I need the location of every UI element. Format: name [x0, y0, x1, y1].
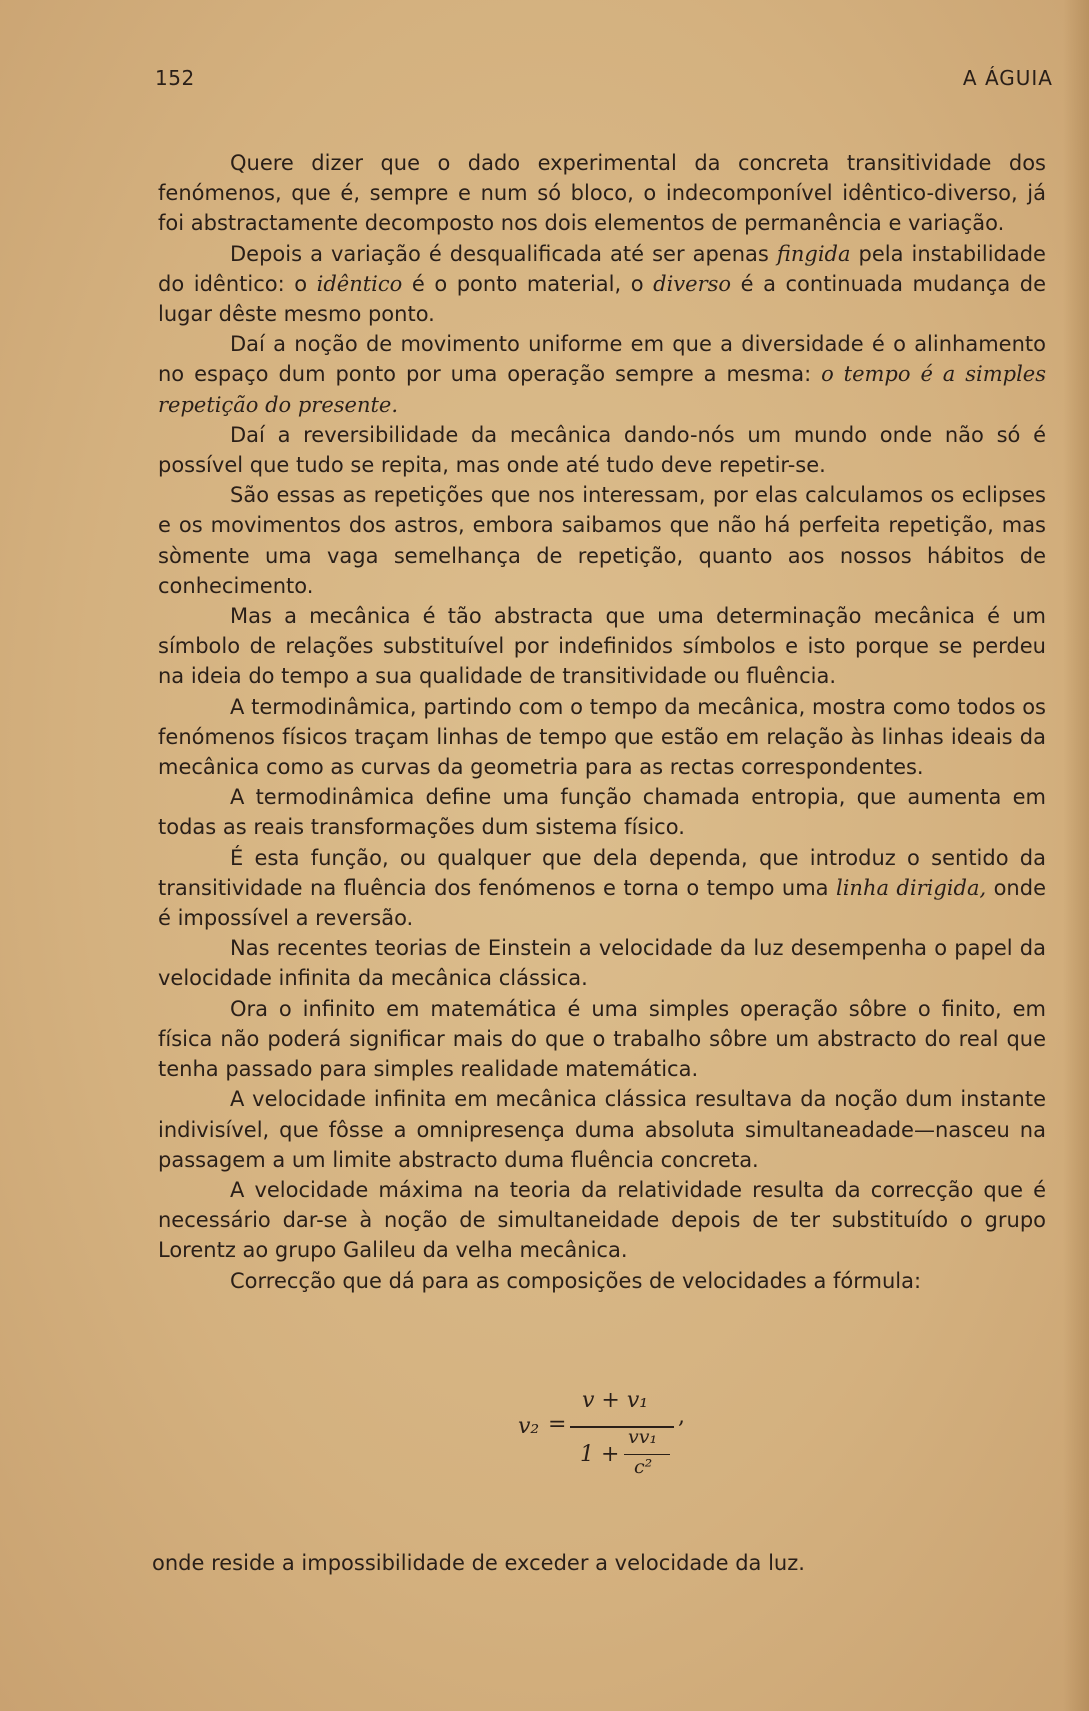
- formula-trailing-comma: ,: [678, 1404, 685, 1429]
- paragraph-9: É esta função, ou qualquer que dela dependa, que introduz o sentido da transitividade na fluência dos fenómenos e torna o tempo uma linha dirigida, onde é impossível a reversão.: [158, 845, 1046, 931]
- page-edge-shadow: [1063, 0, 1089, 1711]
- paragraph-1: Quere dizer que o dado experimental da concreta transitividade dos fenómenos, que é, sempre e num só bloco, o indecomponível idêntico-diverso, já foi abstractamente decomposto nos dois elementos de permanência e variação.: [158, 151, 1046, 236]
- formula-main-fraction-bar: [570, 1426, 674, 1428]
- formula-inner-fraction-bar: [624, 1454, 670, 1455]
- formula-numerator: v + v₁: [582, 1388, 649, 1413]
- paragraph-11: Ora o infinito em matemática é uma simples operação sôbre o finito, em física não poderá significar mais do que o trabalho sôbre um abstracto do real que tenha passado para simples realidade matemática.: [158, 996, 1046, 1082]
- paragraph-2: Depois a variação é desqualificada até ser apenas fingida pela instabilidade do idêntico: o idêntico é o ponto material, o diverso é a continuada mudança de lugar dêste mesmo ponto.: [158, 241, 1046, 327]
- paragraph-12: A velocidade infinita em mecânica clássica resultava da noção dum instante indivisível, que fôsse a omnipresença duma absoluta simultaneadade—nasceu na passagem a um limite abstracto duma fluência concreta.: [158, 1087, 1046, 1172]
- paragraph-14: Correcção que dá para as composições de velocidades a fórmula:: [230, 1268, 922, 1293]
- formula-inner-numerator: vv₁: [628, 1426, 658, 1448]
- closing-line: onde reside a impossibilidade de exceder a velocidade da luz.: [152, 1551, 805, 1575]
- formula-inner-denominator: c²: [634, 1456, 653, 1478]
- body-text: [158, 148, 1046, 1296]
- italic-tempo-repeticao: o tempo é a simples repetição do presente.: [158, 362, 1046, 417]
- paragraph-3: Daí a noção de movimento uniforme em que a diversidade é o alinhamento no espaço dum ponto por uma operação sempre a mesma: o tempo é a simples repetição do presente.: [158, 332, 1046, 417]
- paragraph-7: A termodinâmica, partindo com o tempo da mecânica, mostra como todos os fenómenos físicos traçam linhas de tempo que estão em relação às linhas ideais da mecânica como as curvas da geometria para as rectas correspondentes.: [158, 694, 1046, 780]
- italic-diverso: diverso: [653, 271, 732, 296]
- page-number: 152: [155, 66, 195, 90]
- formula-denominator-left: 1 +: [580, 1442, 620, 1467]
- paragraph-6: Mas a mecânica é tão abstracta que uma determinação mecânica é um símbolo de relações substituível por indefinidos símbolos e isto porque se perdeu na ideia do tempo a sua qualidade de transitividade ou fluência.: [158, 604, 1046, 689]
- running-title: A ÁGUIA: [962, 66, 1053, 90]
- formula-lhs: v₂: [518, 1414, 540, 1439]
- paragraph-10: Nas recentes teorias de Einstein a velocidade da luz desempenha o papel da velocidade infinita da mecânica clássica.: [158, 936, 1046, 991]
- formula-equals: =: [548, 1412, 567, 1437]
- paragraph-13: A velocidade máxima na teoria da relatividade resulta da correcção que é necessário dar-se à noção de simultaneidade depois de ter substituído o grupo Lorentz ao grupo Galileu da velha mecânica.: [158, 1177, 1046, 1263]
- paragraph-8: A termodinâmica define uma função chamada entropia, que aumenta em todas as reais transformações dum sistema físico.: [158, 785, 1046, 840]
- italic-identico: idêntico: [316, 271, 403, 296]
- running-head: [155, 66, 1053, 96]
- velocity-composition-formula: [510, 1390, 710, 1530]
- italic-linha-dirigida: linha dirigida,: [835, 875, 987, 900]
- italic-fingida: fingida: [776, 241, 851, 266]
- paragraph-4: Daí a reversibilidade da mecânica dando-nós um mundo onde não só é possível que tudo se repita, mas onde até tudo deve repetir-se.: [158, 422, 1046, 478]
- paragraph-5: São essas as repetições que nos interessam, por elas calculamos os eclipses e os movimentos dos astros, embora saibamos que não há perfeita repetição, mas sòmente uma vaga semelhança de repetição, quanto aos nossos hábitos de conhecimento.: [158, 483, 1046, 598]
